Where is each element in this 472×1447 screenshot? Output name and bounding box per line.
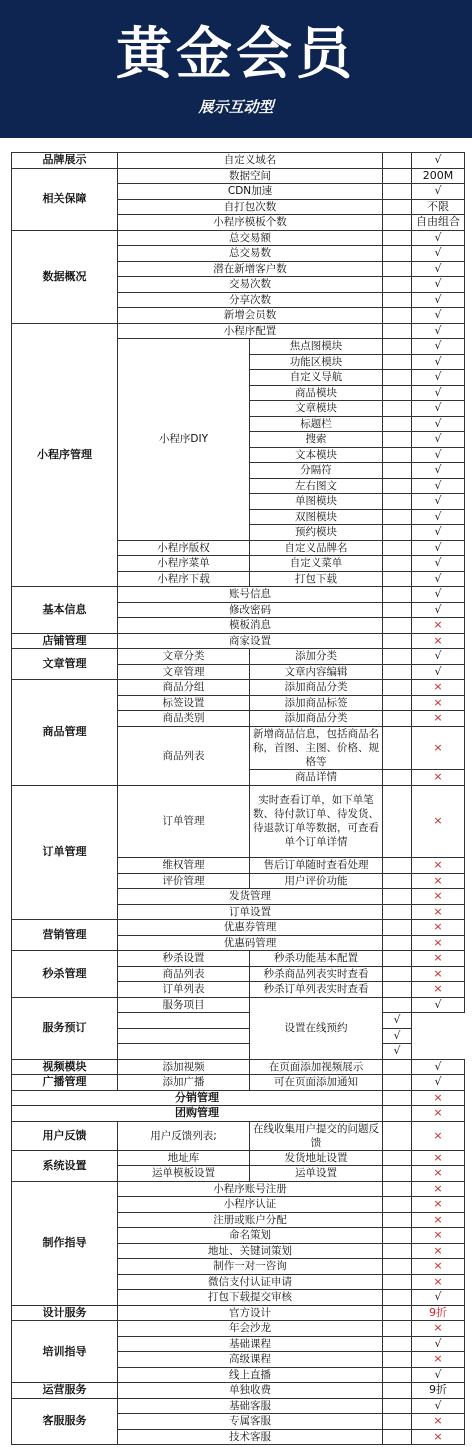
- category-cell: 用户反馈: [12, 1121, 118, 1150]
- detail-cell: 用户评价功能: [250, 873, 383, 889]
- cross-icon: ×: [412, 1352, 465, 1368]
- table-row: [12, 633, 465, 649]
- feature-cell: 小程序账号注册: [118, 1181, 383, 1197]
- value-cell: 200M: [412, 168, 465, 184]
- spacer-cell: [118, 1028, 250, 1044]
- category-cell: 小程序管理: [12, 323, 118, 587]
- feature-cell: 文章分类: [118, 649, 250, 665]
- spacer-cell: [383, 904, 412, 920]
- spacer-cell: [383, 277, 412, 293]
- category-cell: 广播管理: [12, 1075, 118, 1091]
- check-icon: √: [383, 1028, 412, 1044]
- spacer-cell: [383, 153, 412, 169]
- category-cell: 营销管理: [12, 920, 118, 951]
- spacer-cell: [383, 1336, 412, 1352]
- category-cell: 运营服务: [12, 1383, 118, 1399]
- spacer-cell: [383, 785, 412, 858]
- check-icon: √: [412, 1075, 465, 1091]
- detail-cell: 标题栏: [250, 416, 383, 432]
- spacer-cell: [383, 1321, 412, 1337]
- category-cell: 分销管理: [12, 1090, 383, 1106]
- check-icon: √: [412, 571, 465, 587]
- cross-icon: ×: [412, 1414, 465, 1430]
- category-cell: 客服服务: [12, 1398, 118, 1445]
- spacer-cell: [383, 540, 412, 556]
- cross-icon: ×: [412, 1259, 465, 1275]
- spacer-cell: [383, 966, 412, 982]
- detail-cell: 在线收集用户提交的问题反馈: [250, 1121, 383, 1150]
- cross-icon: ×: [412, 904, 465, 920]
- table-row: [12, 920, 465, 936]
- table-row: [12, 168, 465, 184]
- spacer-cell: [383, 494, 412, 510]
- detail-cell: 预约模块: [250, 525, 383, 541]
- feature-cell: 评价管理: [118, 873, 250, 889]
- detail-cell: 功能区模块: [250, 354, 383, 370]
- category-cell: 商品管理: [12, 680, 118, 786]
- cross-icon: ×: [412, 1228, 465, 1244]
- feature-cell: 优惠券管理: [118, 920, 383, 936]
- feature-cell: 订单管理: [118, 785, 250, 858]
- check-icon: √: [412, 525, 465, 541]
- feature-cell: 标签设置: [118, 695, 250, 711]
- spacer-cell: [383, 951, 412, 967]
- cross-icon: ×: [412, 1429, 465, 1445]
- feature-cell: 小程序认证: [118, 1197, 383, 1213]
- detail-cell: 新增商品信息，包括商品名称，首图、主图、价格、规格等: [250, 726, 383, 770]
- cross-icon: ×: [412, 935, 465, 951]
- feature-cell: 优惠码管理: [118, 935, 383, 951]
- feature-cell: 账号信息: [118, 587, 383, 603]
- detail-cell: 在页面添加视频展示: [250, 1059, 383, 1075]
- check-icon: √: [412, 556, 465, 572]
- spacer-cell: [383, 618, 412, 634]
- spacer-cell: [383, 997, 412, 1013]
- spacer-cell: [383, 1181, 412, 1197]
- table-row: [12, 1059, 465, 1075]
- feature-cell: 潜在新增客户数: [118, 261, 383, 277]
- spacer-cell: [383, 215, 412, 231]
- spacer-cell: [383, 680, 412, 696]
- detail-cell: 秒杀商品列表实时查看: [250, 966, 383, 982]
- check-icon: √: [412, 292, 465, 308]
- spacer-cell: [383, 478, 412, 494]
- check-icon: √: [412, 354, 465, 370]
- feature-cell: 运单模板设置: [118, 1166, 250, 1182]
- feature-cell: 维权管理: [118, 858, 250, 874]
- cross-icon: ×: [412, 1150, 465, 1166]
- feature-cell: 商品类别: [118, 711, 250, 727]
- category-cell: 品牌展示: [12, 153, 118, 169]
- spacer-cell: [383, 292, 412, 308]
- check-icon: √: [412, 540, 465, 556]
- spacer-cell: [383, 1166, 412, 1182]
- feature-cell: 线上直播: [118, 1367, 383, 1383]
- feature-cell: 商品列表: [118, 726, 250, 785]
- spacer-cell: [383, 1259, 412, 1275]
- spacer-cell: [383, 199, 412, 215]
- feature-cell: 技术客服: [118, 1429, 383, 1445]
- check-icon: √: [412, 308, 465, 324]
- spacer-cell: [118, 1044, 250, 1060]
- feature-cell: 打包下载提交审核: [118, 1290, 383, 1306]
- category-cell: 培训指导: [12, 1321, 118, 1383]
- category-cell: 基本信息: [12, 587, 118, 634]
- check-icon: √: [412, 494, 465, 510]
- check-icon: √: [412, 277, 465, 293]
- spacer-cell: [383, 1274, 412, 1290]
- feature-cell: 注册或账户分配: [118, 1212, 383, 1228]
- feature-cell: 地址、关键词策划: [118, 1243, 383, 1259]
- table-row: [12, 153, 465, 169]
- spacer-cell: [383, 695, 412, 711]
- check-icon: √: [412, 447, 465, 463]
- spacer-cell: [383, 889, 412, 905]
- feature-cell: 服务项目: [118, 997, 250, 1013]
- cross-icon: ×: [412, 1212, 465, 1228]
- detail-cell: 发货地址设置: [250, 1150, 383, 1166]
- table-row: [12, 1383, 465, 1399]
- table-row: [12, 1090, 465, 1106]
- value-cell: 不限: [412, 199, 465, 215]
- detail-cell: 可在页面添加通知: [250, 1075, 383, 1091]
- spacer-cell: [383, 1398, 412, 1414]
- table-row: [12, 649, 465, 665]
- spacer-cell: [383, 858, 412, 874]
- feature-cell: 官方设计: [118, 1305, 383, 1321]
- feature-cell: 数据空间: [118, 168, 383, 184]
- detail-cell: 文章模块: [250, 401, 383, 417]
- check-icon: √: [412, 509, 465, 525]
- feature-cell: 商家设置: [118, 633, 383, 649]
- cross-icon: ×: [412, 1166, 465, 1182]
- category-cell: 店铺管理: [12, 633, 118, 649]
- spacer-cell: [383, 230, 412, 246]
- feature-cell: 交易次数: [118, 277, 383, 293]
- feature-cell: 发货管理: [118, 889, 383, 905]
- cross-icon: ×: [412, 1181, 465, 1197]
- category-cell: 制作指导: [12, 1181, 118, 1305]
- table-row: [12, 1150, 465, 1166]
- cross-icon: ×: [412, 858, 465, 874]
- cross-icon: ×: [412, 1197, 465, 1213]
- spacer-cell: [383, 1197, 412, 1213]
- spacer-cell: [383, 184, 412, 200]
- check-icon: √: [412, 370, 465, 386]
- feature-cell: 商品分组: [118, 680, 250, 696]
- spacer-cell: [383, 711, 412, 727]
- table-row: [12, 997, 465, 1013]
- feature-cell: 地址库: [118, 1150, 250, 1166]
- spacer-cell: [383, 649, 412, 665]
- feature-cell: 模板消息: [118, 618, 383, 634]
- detail-cell: 实时查看订单，如下单笔数、待付款订单、待发货、待退款订单等数据，可查看单个订单详情: [250, 785, 383, 858]
- cross-icon: ×: [412, 1274, 465, 1290]
- check-icon: √: [412, 323, 465, 339]
- table-row: [12, 1075, 465, 1091]
- cross-icon: ×: [412, 889, 465, 905]
- feature-cell: 小程序菜单: [118, 556, 250, 572]
- table-row: [12, 1181, 465, 1197]
- spacer-cell: [383, 935, 412, 951]
- spacer-cell: [383, 556, 412, 572]
- spacer-cell: [383, 463, 412, 479]
- cross-icon: ×: [412, 1243, 465, 1259]
- check-icon: √: [412, 463, 465, 479]
- check-icon: √: [412, 664, 465, 680]
- feature-cell: 修改密码: [118, 602, 383, 618]
- feature-cell: CDN加速: [118, 184, 383, 200]
- check-icon: √: [412, 184, 465, 200]
- spacer-cell: [383, 1075, 412, 1091]
- check-icon: √: [412, 602, 465, 618]
- feature-cell: 小程序版权: [118, 540, 250, 556]
- cross-icon: ×: [412, 966, 465, 982]
- check-icon: √: [412, 432, 465, 448]
- spacer-cell: [383, 1059, 412, 1075]
- cross-icon: ×: [412, 873, 465, 889]
- cross-icon: ×: [412, 1090, 465, 1106]
- feature-cell: 总交易数: [118, 246, 383, 262]
- feature-cell: 订单设置: [118, 904, 383, 920]
- spacer-cell: [383, 1367, 412, 1383]
- category-cell: 设计服务: [12, 1305, 118, 1321]
- feature-cell: 基础客服: [118, 1398, 383, 1414]
- check-icon: √: [412, 997, 465, 1013]
- check-icon: √: [412, 1336, 465, 1352]
- feature-cell: 分享次数: [118, 292, 383, 308]
- spacer-cell: [383, 873, 412, 889]
- cross-icon: ×: [412, 711, 465, 727]
- detail-cell: 商品模块: [250, 385, 383, 401]
- detail-cell: 单图模块: [250, 494, 383, 510]
- spacer-cell: [383, 447, 412, 463]
- detail-cell: 文章内容编辑: [250, 664, 383, 680]
- cross-icon: ×: [412, 951, 465, 967]
- spacer-cell: [383, 1106, 412, 1122]
- spacer-cell: [383, 770, 412, 786]
- category-cell: 相关保障: [12, 168, 118, 230]
- table-row: [12, 230, 465, 246]
- banner-title: 黄金会员: [116, 22, 356, 87]
- detail-cell: 秒杀订单列表实时查看: [250, 982, 383, 998]
- check-icon: √: [412, 478, 465, 494]
- spacer-cell: [383, 587, 412, 603]
- spacer-cell: [383, 571, 412, 587]
- category-cell: 文章管理: [12, 649, 118, 680]
- feature-cell: 微信支付认证申请: [118, 1274, 383, 1290]
- cross-icon: ×: [412, 726, 465, 770]
- spacer-cell: [383, 323, 412, 339]
- table-row: [12, 1398, 465, 1414]
- spacer-cell: [118, 1013, 250, 1029]
- feature-cell: 制作一对一咨询: [118, 1259, 383, 1275]
- feature-cell: 基础课程: [118, 1336, 383, 1352]
- detail-cell: 添加商品标签: [250, 695, 383, 711]
- feature-cell: 用户反馈列表;: [118, 1121, 250, 1150]
- cross-icon: ×: [412, 695, 465, 711]
- detail-cell: 自定义品牌名: [250, 540, 383, 556]
- detail-cell: 打包下载: [250, 571, 383, 587]
- spacer-cell: [383, 432, 412, 448]
- spacer-cell: [383, 633, 412, 649]
- category-cell: 服务预订: [12, 997, 118, 1059]
- cross-icon: ×: [412, 680, 465, 696]
- spacer-cell: [383, 1090, 412, 1106]
- cross-icon: ×: [412, 770, 465, 786]
- detail-cell: 左右图文: [250, 478, 383, 494]
- spacer-cell: [383, 1150, 412, 1166]
- feature-cell: 单独收费: [118, 1383, 383, 1399]
- spacer-cell: [383, 602, 412, 618]
- detail-cell: 自定义导航: [250, 370, 383, 386]
- spacer-cell: [383, 1121, 412, 1150]
- cross-icon: ×: [412, 618, 465, 634]
- feature-table: [11, 152, 465, 1445]
- feature-cell: 命名策划: [118, 1228, 383, 1244]
- detail-cell: 搜索: [250, 432, 383, 448]
- spacer-cell: [383, 1429, 412, 1445]
- feature-cell: 新增会员数: [118, 308, 383, 324]
- feature-cell: 小程序DIY: [118, 339, 250, 541]
- spacer-cell: [383, 1383, 412, 1399]
- table-row: [12, 587, 465, 603]
- cross-icon: ×: [412, 1321, 465, 1337]
- detail-cell: 分隔符: [250, 463, 383, 479]
- feature-cell: 总交易额: [118, 230, 383, 246]
- detail-cell: 自定义菜单: [250, 556, 383, 572]
- spacer-cell: [383, 401, 412, 417]
- check-icon: √: [412, 1059, 465, 1075]
- feature-cell: 自打包次数: [118, 199, 383, 215]
- value-cell: 9折: [412, 1383, 465, 1399]
- table-row: [12, 323, 465, 339]
- feature-cell: 年会沙龙: [118, 1321, 383, 1337]
- spacer-cell: [383, 1305, 412, 1321]
- table-row: [12, 1121, 465, 1150]
- spacer-cell: [383, 1290, 412, 1306]
- check-icon: √: [412, 385, 465, 401]
- cross-icon: ×: [412, 920, 465, 936]
- detail-cell: 商品详情: [250, 770, 383, 786]
- header-banner: [0, 0, 472, 138]
- spacer-cell: [383, 525, 412, 541]
- check-icon: √: [412, 416, 465, 432]
- feature-cell: 添加视频: [118, 1059, 250, 1075]
- check-icon: √: [412, 649, 465, 665]
- detail-cell: 添加商品分类: [250, 711, 383, 727]
- spacer-cell: [383, 664, 412, 680]
- spacer-cell: [383, 385, 412, 401]
- detail-cell: 售后订单随时查看处理: [250, 858, 383, 874]
- spacer-cell: [383, 339, 412, 355]
- feature-cell: 小程序模板个数: [118, 215, 383, 231]
- spacer-cell: [383, 370, 412, 386]
- check-icon: √: [412, 1398, 465, 1414]
- banner-subtitle: 展示互动型: [198, 98, 274, 116]
- feature-cell: 秒杀设置: [118, 951, 250, 967]
- cross-icon: ×: [412, 982, 465, 998]
- spacer-cell: [383, 416, 412, 432]
- spacer-cell: [383, 308, 412, 324]
- cross-icon: ×: [412, 785, 465, 858]
- spacer-cell: [383, 1212, 412, 1228]
- feature-cell: 小程序配置: [118, 323, 383, 339]
- check-icon: √: [412, 1367, 465, 1383]
- spacer-cell: [383, 246, 412, 262]
- spacer-cell: [383, 1352, 412, 1368]
- check-icon: √: [412, 246, 465, 262]
- cross-icon: ×: [412, 1121, 465, 1150]
- spacer-cell: [383, 1414, 412, 1430]
- feature-cell: 文章管理: [118, 664, 250, 680]
- spacer-cell: [383, 509, 412, 525]
- value-cell: 9折: [412, 1305, 465, 1321]
- check-icon: √: [412, 587, 465, 603]
- check-icon: √: [412, 1290, 465, 1306]
- category-cell: 团购管理: [12, 1106, 383, 1122]
- detail-cell: 添加商品分类: [250, 680, 383, 696]
- category-cell: 订单管理: [12, 785, 118, 920]
- feature-cell: 自定义域名: [118, 153, 383, 169]
- value-cell: 自由组合: [412, 215, 465, 231]
- detail-cell: 秒杀功能基本配置: [250, 951, 383, 967]
- table-row: [12, 1321, 465, 1337]
- spacer-cell: [383, 261, 412, 277]
- check-icon: √: [383, 1044, 412, 1060]
- spacer-cell: [383, 354, 412, 370]
- table-row: [12, 1106, 465, 1122]
- category-cell: 数据概况: [12, 230, 118, 323]
- category-cell: 秒杀管理: [12, 951, 118, 998]
- feature-cell: 高级课程: [118, 1352, 383, 1368]
- feature-cell: 专属客服: [118, 1414, 383, 1430]
- detail-cell: 设置在线预约: [250, 997, 383, 1059]
- detail-cell: 双图模块: [250, 509, 383, 525]
- feature-cell: 小程序下载: [118, 571, 250, 587]
- detail-cell: 运单设置: [250, 1166, 383, 1182]
- spacer-cell: [383, 982, 412, 998]
- check-icon: √: [412, 339, 465, 355]
- check-icon: √: [412, 261, 465, 277]
- category-cell: 视频模块: [12, 1059, 118, 1075]
- check-icon: √: [412, 230, 465, 246]
- spacer-cell: [383, 726, 412, 770]
- spacer-cell: [383, 920, 412, 936]
- check-icon: √: [412, 153, 465, 169]
- check-icon: √: [383, 1013, 412, 1029]
- feature-cell: 订单列表: [118, 982, 250, 998]
- check-icon: √: [412, 401, 465, 417]
- cross-icon: ×: [412, 1106, 465, 1122]
- table-row: [12, 951, 465, 967]
- table-row: [12, 680, 465, 696]
- feature-cell: 商品列表: [118, 966, 250, 982]
- spacer-cell: [383, 1228, 412, 1244]
- detail-cell: 添加分类: [250, 649, 383, 665]
- category-cell: 系统设置: [12, 1150, 118, 1181]
- cross-icon: ×: [412, 633, 465, 649]
- detail-cell: 文本模块: [250, 447, 383, 463]
- table-row: [12, 1305, 465, 1321]
- feature-cell: 添加广播: [118, 1075, 250, 1091]
- table-row: [12, 785, 465, 858]
- spacer-cell: [383, 1243, 412, 1259]
- spacer-cell: [383, 168, 412, 184]
- detail-cell: 焦点图模块: [250, 339, 383, 355]
